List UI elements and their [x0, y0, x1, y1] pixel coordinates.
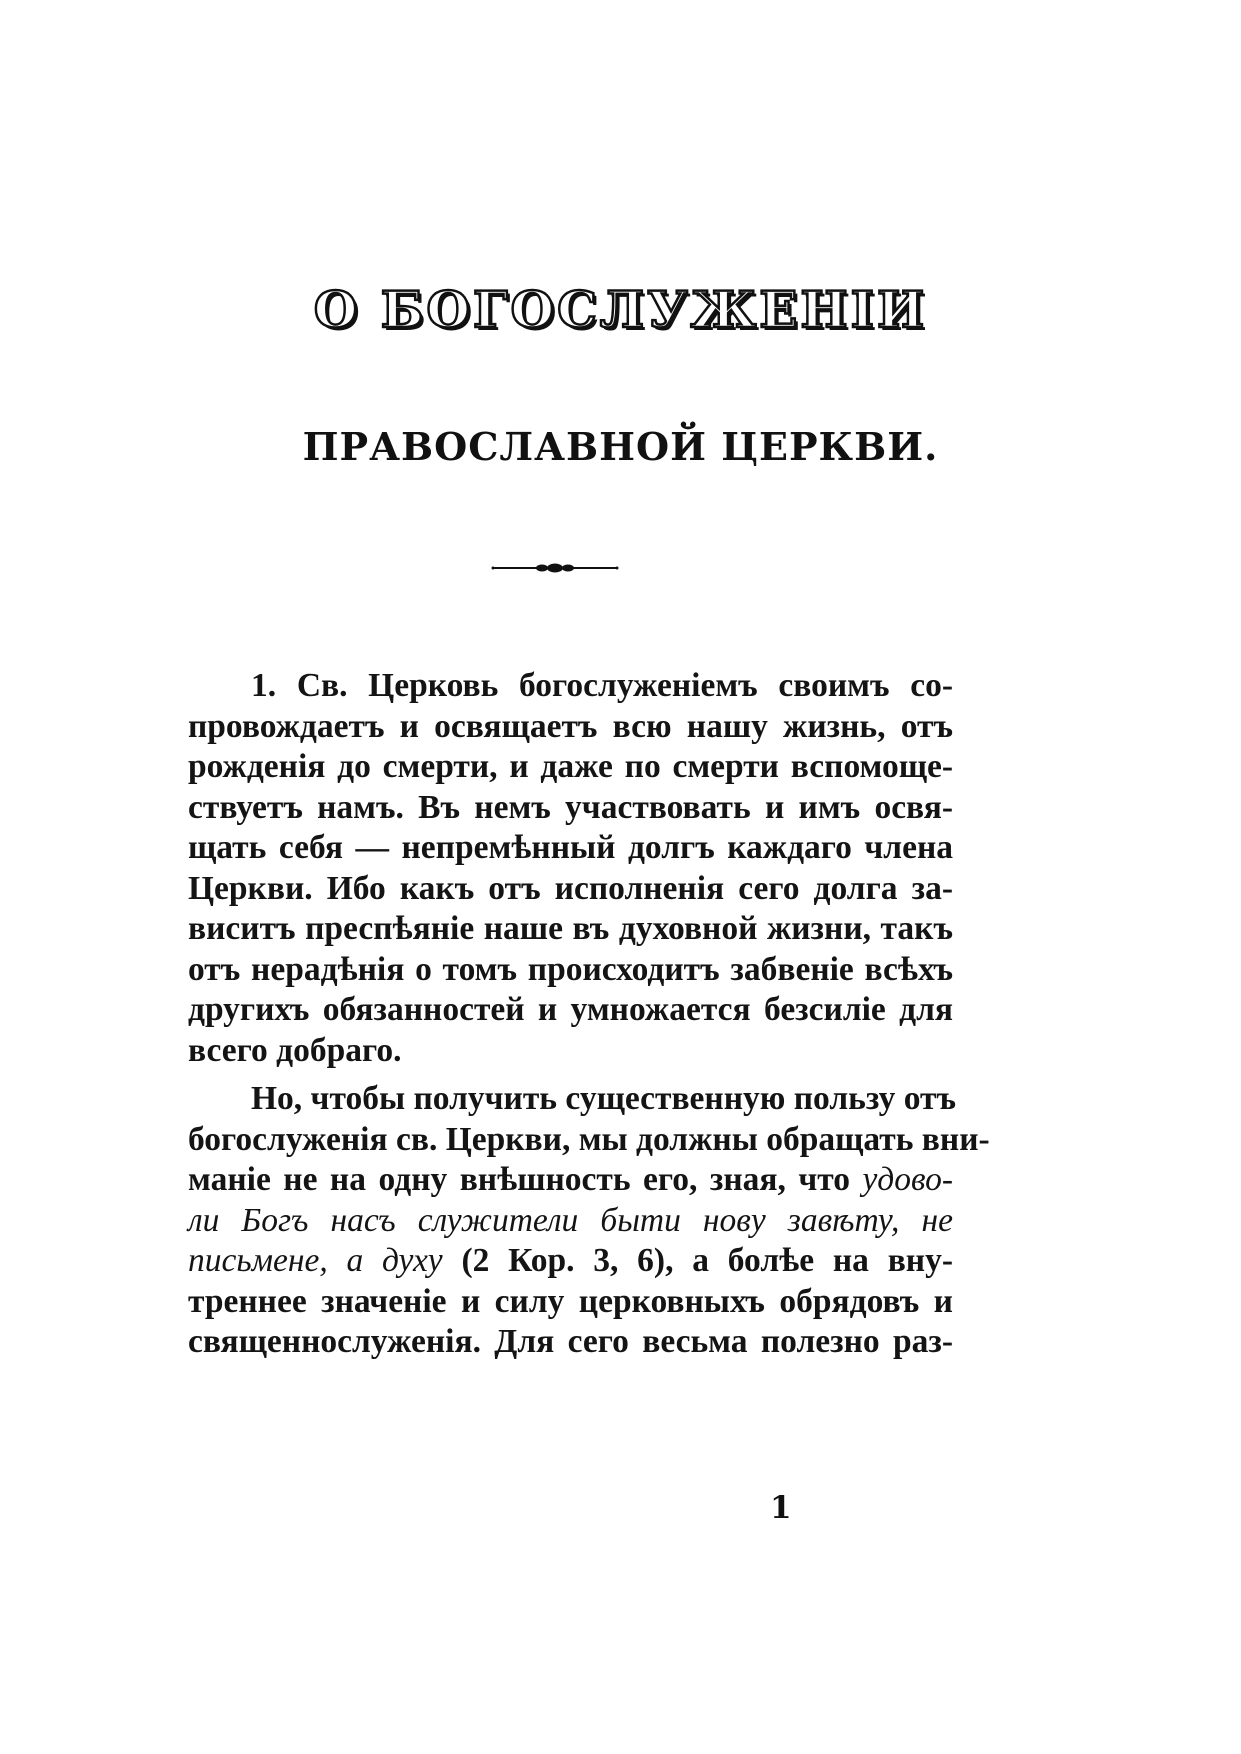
chapter-title: О БОГОСЛУЖЕНІИ [313, 280, 928, 339]
decorative-divider-icon [490, 560, 620, 576]
text-line: отъ нерадѣнія о томъ происходитъ забвеніе всѣхъ [188, 950, 953, 988]
text-line: богослуженія св. Церкви, мы должны обращать вни- [188, 1120, 990, 1158]
scripture-quote: удово- [862, 1161, 953, 1198]
text-segment: маніе не на одну внѣшность его, зная, что [188, 1161, 863, 1198]
text-line: священнослуженія. Для сего весьма полезно раз- [188, 1323, 953, 1360]
chapter-subtitle: ПРАВОСЛАВНОЙ ЦЕРКВИ. [302, 424, 939, 469]
text-line: рожденія до смерти, и даже по смерти вспомоще- [188, 748, 953, 785]
text-line: 1. Св. Церковь богослуженіемъ своимъ со- [251, 667, 953, 704]
body-text [188, 666, 990, 1363]
text-line: всего добраго. [188, 1031, 402, 1069]
scripture-quote: письмене, а духу [188, 1242, 443, 1279]
text-line: виситъ преспѣяніе наше въ духовной жизни, такъ [188, 910, 953, 947]
text-line [188, 1160, 953, 1201]
paragraph-1 [188, 666, 953, 1071]
text-line: щать себя — непремѣнный долгъ каждаго члена [188, 829, 953, 866]
paragraph-2 [188, 1079, 990, 1363]
text-line [188, 1241, 953, 1282]
page-number: 1 [770, 1490, 792, 1526]
text-line: треннее значеніе и силу церковныхъ обрядовъ и [188, 1282, 953, 1320]
text-line: другихъ обязанностей и умножается безсиліе для [188, 991, 953, 1028]
scripture-quote: ли Богъ насъ служители быти нову завѣту, не [188, 1201, 953, 1239]
text-line: ствуетъ намъ. Въ немъ участвовать и имъ освя- [188, 788, 953, 826]
text-line: Церкви. Ибо какъ отъ исполненія сего долга за- [188, 869, 953, 907]
text-segment: (2 Кор. 3, 6), а болѣе на вну- [442, 1242, 953, 1279]
text-line: провождаетъ и освящаетъ всю нашу жизнь, отъ [188, 707, 953, 745]
text-line: Но, чтобы получить существенную пользу отъ [251, 1080, 957, 1117]
